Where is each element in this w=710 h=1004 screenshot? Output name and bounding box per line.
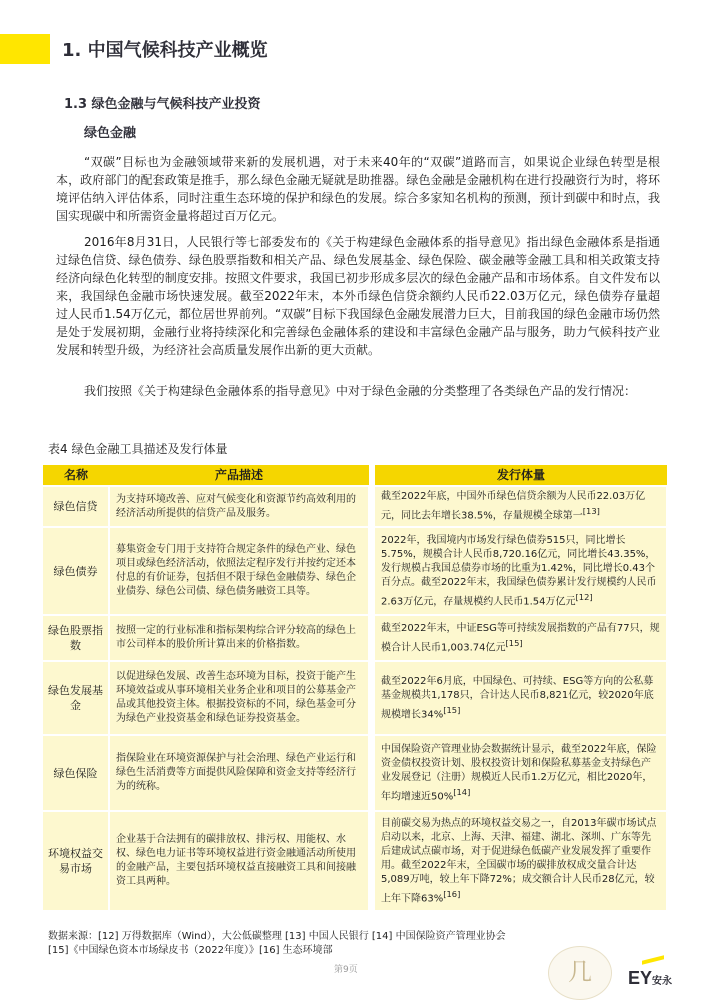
row-volume [375,661,667,735]
chapter-accent-bar [0,34,50,64]
row-name: 绿色债券 [43,527,109,615]
citation-ref: [16] [443,888,461,899]
volume-text: 2022年，我国境内市场发行绿色债券515只，同比增长5.75%，规模合计人民币8,720.16亿元，同比增长43.35%，发行规模占我国总债券市场的比重为1.42%，同比增长0.43个百分点。截至2022年末，我国绿色债券累计发行规模约人民币2.63万亿元，存量规模约人民币1.54万亿元 [381,534,657,607]
paragraph: 2016年8月31日，人民银行等七部委发布的《关于构建绿色金融体系的指导意见》指出绿色金融体系是指通过绿色信贷、绿色债券、绿色股票指数和相关产品、绿色发展基金、绿色保险、碳金融等金融工具和相关政策支持经济向绿色化转型的制度安排。按照文件要求，我国已初步形成多层次的绿色金融产品和市场体系。自文件发布以来，我国绿色金融市场快速发展。截至2022年末，本外币绿色信贷余额约人民币22.03万亿元，绿色债券存量超过人民币1.54万亿元，都位居世界前列。“双碳”目标下我国绿色金融发展潜力巨大，目前我国的绿色金融市场仍然是处于发展初期，金融行业将持续深化和完善绿色金融体系的建设和丰富绿色金融产品与服务，助力气候科技产业发展和转型升级，为经济社会高质量发展作出新的更大贡献。 [56,235,660,357]
header-volume: 发行体量 [375,465,667,486]
citation-ref: [15] [443,704,461,715]
table-row [43,527,667,615]
row-volume [375,735,667,811]
table-row [43,615,667,661]
ey-logo-suffix: 安永 [652,976,673,987]
row-name: 环境权益交易市场 [43,811,109,911]
header-description: 产品描述 [109,465,369,486]
volume-text: 截至2022年6月底，中国绿色、可持续、ESG等方向的公私募基金规模共1,178只，合计达人民币8,821亿元，较2020年底规模增长34% [381,675,654,720]
table-header-row [43,465,667,486]
row-name: 绿色保险 [43,735,109,811]
header-name: 名称 [43,465,109,486]
row-description: 以促进绿色发展、改善生态环境为目标，投资于能产生环境效益或从事环境相关业务企业和项目的公募基金产品或其他投资主体。根据投资标的不同，绿色基金可分为绿色产业投资基金和绿色证券投资基金。 [109,661,369,735]
row-volume [375,615,667,661]
citation-ref: [15] [505,637,523,648]
row-volume [375,527,667,615]
chapter-title: 1. 中国气候科技产业概览 [62,40,268,61]
table-row [43,811,667,911]
row-name: 绿色发展基金 [43,661,109,735]
row-description: 指保险业在环境资源保护与社会治理、绿色产业运行和绿色生活消费等方面提供风险保障和资金支持等经济行为的统称。 [109,735,369,811]
citation-ref: [12] [575,591,593,602]
paragraph: 我们按照《关于构建绿色金融体系的指导意见》中对于绿色金融的分类整理了各类绿色产品的发行情况： [84,384,637,398]
row-description: 按照一定的行业标准和指标架构综合评分较高的绿色上市公司样本的股价所计算出来的价格指数。 [109,615,369,661]
ey-logo-text: EY [628,968,653,988]
volume-text: 中国保险资产管理业协会数据统计显示，截至2022年底，保险资金债权投资计划、股权投资计划和保险私募基金支持绿色产业发展登记（注册）规模近人民币1.2万亿元，相比2020年，年均增速近50% [381,743,657,802]
citation-ref: [13] [582,506,600,516]
table-row [43,486,667,527]
page-number: 第9页 [334,965,358,975]
table-row [43,735,667,811]
paragraph: “双碳”目标也为金融领域带来新的发展机遇，对于未来40年的“双碳”道路而言，如果说企业绿色转型是根本，政府部门的配套政策是推手，那么绿色金融无疑就是助推器。绿色金融是金融机构在进行投融资行为时，将环境评估纳入评估体系，同时注重生态环境的保护和绿色的发展。综合多家知名机构的预测，预计到碳中和时点，我国实现碳中和所需资金量将超过百万亿元。 [56,155,660,223]
row-volume [375,486,667,527]
subsection-title: 绿色金融 [84,126,137,141]
footnote-line: 数据来源：[12] 万得数据库（Wind），大公低碳整理 [13] 中国人民银行 [14] 中国保险资产管理业协会 [48,931,506,942]
institute-seal-logo: 几 [548,946,612,1000]
volume-text: 截至2022年末，中证ESG等可持续发展指数的产品有77只，规模合计人民币1,003.74亿元 [381,622,660,653]
table-caption: 表4 绿色金融工具描述及发行体量 [48,442,228,456]
green-finance-table [43,465,668,912]
footnote-line: [15]《中国绿色资本市场绿皮书（2022年度）》[16] 生态环境部 [48,945,333,956]
row-name: 绿色股票指数 [43,615,109,661]
citation-ref: [14] [453,786,471,797]
row-description: 为支持环境改善、应对气候变化和资源节约高效利用的经济活动所提供的信贷产品及服务。 [109,486,369,527]
ey-logo [628,968,672,989]
row-description: 募集资金专门用于支持符合规定条件的绿色产业、绿色项目或绿色经济活动，依照法定程序发行并按约定还本付息的有价证券，包括但不限于绿色金融债券、绿色企业债券、绿色公司债、绿色债务融资工具等。 [109,527,369,615]
table-row [43,661,667,735]
section-title: 1.3 绿色金融与气候科技产业投资 [64,97,261,112]
volume-text: 目前碳交易为热点的环境权益交易之一，自2013年碳市场试点启动以来，北京、上海、天津、福建、湖北、深圳、广东等先后建成试点碳市场，对于促进绿色低碳产业发展发挥了重要作用。截至2022年末，全国碳市场的碳排放权成交量合计达5,089万吨，较上年下降72%；成交额合计人民币28亿元，较上年下降63% [381,817,657,904]
volume-text: 截至2022年底，中国外币绿色信贷余额为人民币22.03万亿元，同比去年增长38.5%，存量规模全球第一 [381,491,646,522]
row-description: 企业基于合法拥有的碳排放权、排污权、用能权、水权、绿色电力证书等环境权益进行资金融通活动所使用的金融产品，主要包括环境权益直接融资工具和间接融资工具两种。 [109,811,369,911]
row-name: 绿色信贷 [43,486,109,527]
row-volume [375,811,667,911]
